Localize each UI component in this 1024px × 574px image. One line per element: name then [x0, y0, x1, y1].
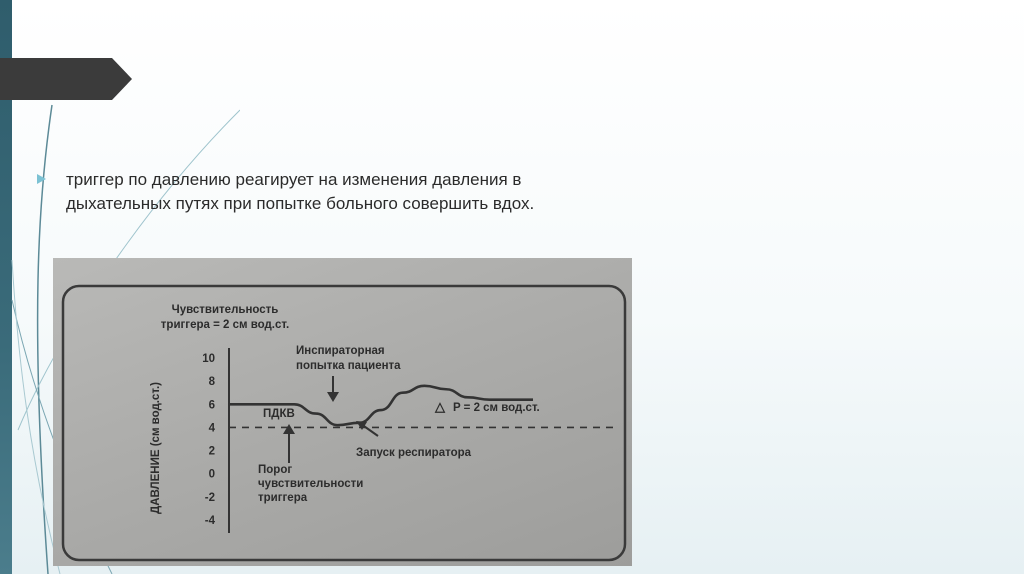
arrow-ventilator-start-head [356, 421, 367, 430]
y-axis-label: ДАВЛЕНИЕ (см вод.ст.) [150, 382, 162, 514]
y-tick-label: 4 [208, 422, 215, 435]
annotation-ventilator-start: Запуск респиратора [356, 447, 472, 459]
y-tick-label: -4 [204, 515, 215, 527]
annotation-threshold-line3: триггера [258, 492, 308, 504]
figure-title-line1: Чувствительность [171, 304, 279, 316]
y-tick-label: 8 [208, 376, 215, 389]
annotation-peep: ПДКВ [263, 408, 295, 420]
figure-title-line2: триггера = 2 см вод.ст. [160, 319, 290, 331]
annotation-inspiratory-line1: Инспираторная [296, 345, 385, 357]
figure-frame [63, 286, 625, 560]
title-tab-shape [0, 58, 132, 100]
annotation-inspiratory-line2: попытка пациента [296, 360, 401, 372]
graph-photo [53, 258, 632, 566]
bullet-text: триггер по давлению реагирует на изменения давления в дыхательных путях при попытке больного совершить вдох. [66, 170, 535, 213]
arrow-inspiratory-head [327, 392, 339, 402]
y-tick-label: 0 [208, 468, 215, 481]
y-tick-label: 10 [202, 353, 215, 365]
y-tick-label: 6 [208, 399, 215, 412]
annotation-threshold-line1: Порог [258, 464, 293, 476]
annotation-threshold-line2: чувствительности [258, 478, 364, 490]
arrow-threshold-head [283, 424, 295, 434]
bullet-arrow-icon [37, 174, 46, 184]
annotation-delta-p: P = 2 см вод.ст. [453, 402, 540, 414]
y-tick-label: 2 [208, 445, 215, 458]
y-tick-label: -2 [204, 491, 215, 504]
y-tick-labels [202, 353, 215, 527]
delta-icon: △ [435, 399, 445, 414]
